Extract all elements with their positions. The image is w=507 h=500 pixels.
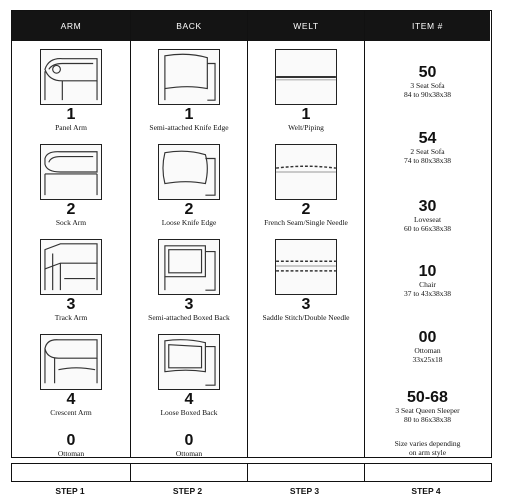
back-option-number: 2 — [184, 201, 194, 218]
back-option-semi-boxed[interactable] — [131, 239, 247, 322]
welt-header: WELT — [248, 11, 364, 41]
item-name: 3 Seat Queen Sleeper — [395, 406, 460, 415]
arm-option-number: 2 — [66, 201, 76, 218]
welt-piping-image — [275, 49, 337, 105]
item-column — [364, 11, 490, 457]
step-label: STEP 1 — [55, 486, 85, 496]
track-arm-image — [40, 239, 102, 295]
item-size: 37 to 43x38x38 — [403, 289, 452, 298]
back-option-label: Loose Knife Edge — [161, 218, 217, 227]
back-option-number: 1 — [184, 106, 194, 123]
back-option-label: Semi-attached Boxed Back — [148, 313, 230, 322]
item-name: Chair — [419, 280, 436, 289]
arm-option-sock[interactable] — [12, 144, 130, 227]
welt-option-french-seam[interactable] — [248, 144, 364, 227]
crescent-arm-image — [40, 334, 102, 390]
back-option-label: Semi-attached Knife Edge — [149, 123, 229, 132]
back-option-number: 0 — [184, 432, 194, 449]
size-note-line: Size varies depending — [394, 439, 461, 448]
selection-row — [11, 463, 492, 482]
arm-column — [12, 11, 130, 457]
item-option-54[interactable] — [365, 130, 490, 165]
arm-option-label: Panel Arm — [55, 123, 87, 132]
back-option-label: Ottoman — [175, 449, 203, 458]
welt-option-label: French Seam/Single Needle — [264, 218, 348, 227]
item-code: 50-68 — [407, 389, 448, 406]
item-size: 60 to 66x38x38 — [403, 224, 452, 233]
item-code: 30 — [418, 198, 437, 215]
back-option-number: 4 — [184, 391, 194, 408]
back-header: BACK — [131, 11, 247, 41]
item-name: 2 Seat Sofa — [410, 147, 445, 156]
arm-option-track[interactable] — [12, 239, 130, 322]
item-size: 33x25x18 — [412, 355, 443, 364]
item-option-00[interactable] — [365, 329, 490, 364]
item-size: 74 to 80x38x38 — [403, 156, 452, 165]
item-name: 3 Seat Sofa — [410, 81, 445, 90]
step3-entry-box[interactable] — [247, 464, 364, 481]
back-option-semi-knife[interactable] — [131, 49, 247, 132]
item-code: 00 — [418, 329, 437, 346]
back-option-loose-knife[interactable] — [131, 144, 247, 227]
panel-arm-image — [40, 49, 102, 105]
arm-option-crescent[interactable] — [12, 334, 130, 417]
welt-option-piping[interactable] — [248, 49, 364, 132]
size-note — [365, 439, 490, 457]
item-code: 50 — [418, 64, 437, 81]
step2-entry-box[interactable] — [130, 464, 247, 481]
arm-option-panel[interactable] — [12, 49, 130, 132]
item-size: 80 to 86x38x38 — [403, 415, 452, 424]
back-option-label: Loose Boxed Back — [160, 408, 218, 417]
item-name: Loveseat — [413, 215, 442, 224]
item-name: Ottoman — [414, 346, 441, 355]
arm-option-label: Crescent Arm — [50, 408, 92, 417]
back-option-number: 3 — [184, 296, 194, 313]
welt-column — [247, 11, 364, 457]
arm-option-label: Ottoman — [57, 449, 85, 458]
item-code: 54 — [418, 130, 437, 147]
item-size: 84 to 90x38x38 — [403, 90, 452, 99]
step-label: STEP 3 — [289, 486, 320, 496]
semi-attached-boxed-back-image — [158, 239, 220, 295]
arm-option-number: 1 — [66, 106, 76, 123]
item-option-50[interactable] — [365, 64, 490, 99]
saddle-stitch-image — [275, 239, 337, 295]
step4-entry-box[interactable] — [364, 464, 490, 481]
french-seam-image — [275, 144, 337, 200]
arm-option-number: 3 — [66, 296, 76, 313]
loose-boxed-back-image — [158, 334, 220, 390]
item-option-50-68[interactable] — [365, 389, 490, 424]
back-option-ottoman[interactable] — [131, 431, 247, 458]
step-label: STEP 2 — [172, 486, 203, 496]
loose-knife-edge-image — [158, 144, 220, 200]
welt-option-saddle-stitch[interactable] — [248, 239, 364, 322]
welt-option-label: Saddle Stitch/Double Needle — [262, 313, 350, 322]
welt-option-number: 3 — [301, 296, 311, 313]
arm-option-number: 0 — [66, 432, 76, 449]
item-code: 10 — [418, 263, 437, 280]
step-label: STEP 4 — [411, 486, 441, 496]
options-table — [11, 10, 492, 458]
item-option-10[interactable] — [365, 263, 490, 298]
item-option-30[interactable] — [365, 198, 490, 233]
arm-option-ottoman[interactable] — [12, 431, 130, 458]
step1-entry-box[interactable] — [12, 464, 130, 481]
arm-header: ARM — [12, 11, 130, 41]
item-header: ITEM # — [365, 11, 490, 41]
arm-option-label: Sock Arm — [55, 218, 87, 227]
back-option-loose-boxed[interactable] — [131, 334, 247, 417]
size-note-line: on arm style — [408, 448, 447, 457]
sock-arm-image — [40, 144, 102, 200]
semi-attached-knife-edge-image — [158, 49, 220, 105]
back-column — [130, 11, 247, 457]
step-labels — [11, 486, 492, 498]
welt-option-label: Welt/Piping — [288, 123, 324, 132]
arm-option-label: Track Arm — [54, 313, 88, 322]
welt-option-number: 1 — [301, 106, 311, 123]
arm-option-number: 4 — [66, 391, 76, 408]
welt-option-number: 2 — [301, 201, 311, 218]
